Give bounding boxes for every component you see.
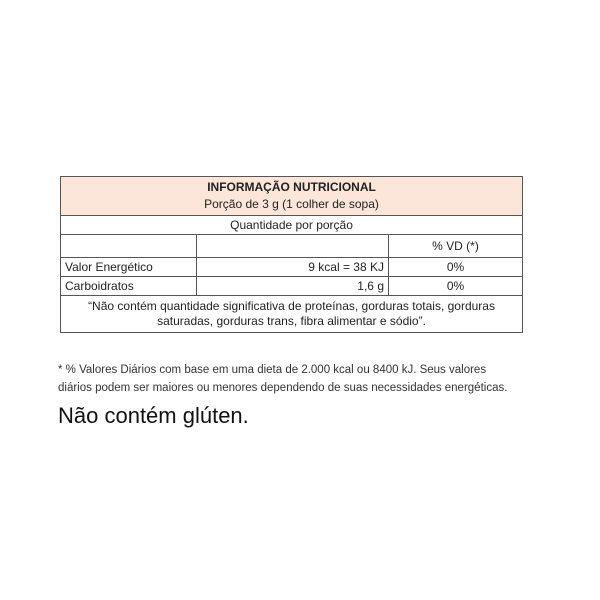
vd-header-row	[61, 235, 523, 258]
empty-cell	[197, 235, 389, 258]
note-row	[61, 296, 523, 333]
nutrient-vd: 0%	[389, 277, 523, 296]
nutrient-amount: 9 kcal = 38 KJ	[197, 258, 389, 277]
gluten-notice: Não contém glúten.	[58, 403, 249, 428]
table-row	[61, 258, 523, 277]
quantity-header: Quantidade por porção	[61, 216, 523, 235]
vd-header: % VD (*)	[389, 235, 523, 258]
nutrition-note	[61, 296, 523, 333]
empty-cell	[61, 235, 197, 258]
note-line: saturadas, gorduras trans, fibra alimentar e sódio”.	[157, 314, 426, 328]
note-line: “Não contém quantidade significativa de proteínas, gorduras totais, gorduras	[88, 299, 495, 313]
nutrient-label: Carboidratos	[61, 277, 197, 296]
footnote-line: * % Valores Diários com base em uma dieta de 2.000 kcal ou 8400 kJ. Seus valores	[58, 364, 487, 376]
portion-size: Porção de 3 g (1 colher de sopa)	[204, 197, 379, 211]
table-title: INFORMAÇÃO NUTRICIONAL	[207, 180, 376, 194]
nutrient-label: Valor Energético	[61, 258, 197, 277]
table-row	[61, 277, 523, 296]
table-header-row	[61, 177, 523, 216]
daily-values-footnote	[58, 361, 558, 397]
nutrient-amount: 1,6 g	[197, 277, 389, 296]
nutrition-facts-table	[60, 176, 523, 333]
nutrient-vd: 0%	[389, 258, 523, 277]
quantity-header-row	[61, 216, 523, 235]
table-header	[61, 177, 523, 216]
footnote-line: diários podem ser maiores ou menores dependendo de suas necessidades energéticas.	[58, 382, 508, 394]
